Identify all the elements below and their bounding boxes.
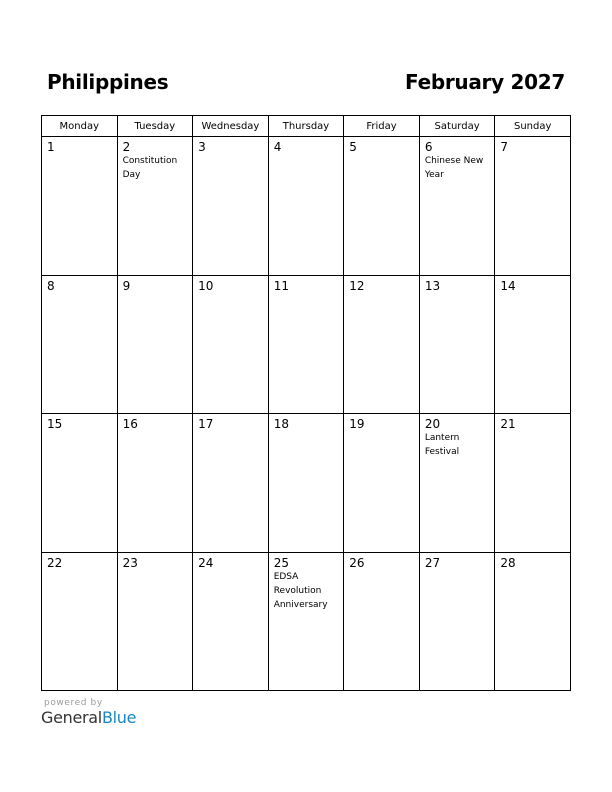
day-number: 22 xyxy=(47,555,63,570)
day-cell xyxy=(42,137,118,276)
calendar-body xyxy=(42,137,571,691)
day-cell xyxy=(419,137,495,276)
day-cell xyxy=(495,275,571,414)
day-cell xyxy=(193,414,269,553)
calendar-header xyxy=(41,70,571,98)
day-cell xyxy=(495,137,571,276)
day-cell xyxy=(495,552,571,691)
day-number: 19 xyxy=(349,417,365,431)
week-row xyxy=(42,414,571,553)
day-cell xyxy=(419,414,495,553)
weekday-saturday: Saturday xyxy=(419,116,495,137)
holiday-label: Chinese New Year xyxy=(424,156,484,180)
weekday-header-row xyxy=(42,116,571,137)
day-cell xyxy=(344,414,420,553)
day-cell xyxy=(344,275,420,414)
day-number: 1 xyxy=(47,140,55,154)
day-cell xyxy=(344,552,420,691)
brand-blue: Blue xyxy=(101,708,137,727)
weekday-monday: Monday xyxy=(42,116,118,137)
day-cell xyxy=(42,552,118,691)
footer xyxy=(41,698,136,727)
generalblue-logo[interactable] xyxy=(41,708,136,727)
day-cell xyxy=(117,552,193,691)
day-number: 8 xyxy=(47,278,55,293)
country-title: Philippines xyxy=(47,70,169,94)
weekday-thursday: Thursday xyxy=(268,116,344,137)
powered-by-text: powered by xyxy=(44,698,103,708)
day-number: 14 xyxy=(500,278,516,293)
day-cell xyxy=(268,275,344,414)
day-number: 15 xyxy=(47,417,63,431)
day-number: 9 xyxy=(122,278,131,293)
day-cell xyxy=(42,275,118,414)
day-number: 4 xyxy=(273,140,282,154)
day-number: 7 xyxy=(500,140,509,154)
brand-general: General xyxy=(41,708,102,727)
day-cell xyxy=(495,414,571,553)
day-number: 24 xyxy=(198,555,214,570)
week-row xyxy=(42,275,571,414)
week-row xyxy=(42,137,571,276)
day-number: 11 xyxy=(273,278,289,293)
day-number: 20 xyxy=(424,417,441,431)
day-cell xyxy=(193,137,269,276)
day-cell xyxy=(419,275,495,414)
day-cell xyxy=(268,137,344,276)
day-cell xyxy=(193,552,269,691)
day-number: 2 xyxy=(122,140,131,154)
day-cell xyxy=(117,275,193,414)
day-cell xyxy=(419,552,495,691)
day-number: 23 xyxy=(122,555,138,570)
day-cell xyxy=(268,552,344,691)
day-number: 13 xyxy=(424,278,441,293)
day-number: 6 xyxy=(424,140,433,154)
day-number: 10 xyxy=(198,278,214,293)
day-number: 25 xyxy=(273,555,289,570)
day-number: 12 xyxy=(349,278,365,293)
day-number: 26 xyxy=(349,555,365,570)
day-cell xyxy=(42,414,118,553)
weekday-tuesday: Tuesday xyxy=(117,116,193,137)
day-number: 18 xyxy=(273,417,289,431)
day-cell xyxy=(268,414,344,553)
week-row xyxy=(42,552,571,691)
weekday-sunday: Sunday xyxy=(495,116,571,137)
day-cell xyxy=(344,137,420,276)
weekday-friday: Friday xyxy=(344,116,420,137)
day-number: 17 xyxy=(198,417,214,431)
holiday-label: Lantern Festival xyxy=(424,433,460,457)
day-number: 28 xyxy=(500,555,516,570)
day-cell xyxy=(117,414,193,553)
holiday-label: Constitution Day xyxy=(122,156,178,180)
day-cell xyxy=(117,137,193,276)
calendar-grid xyxy=(41,115,571,691)
day-number: 5 xyxy=(349,140,357,154)
day-cell xyxy=(193,275,269,414)
weekday-wednesday: Wednesday xyxy=(193,116,269,137)
day-number: 16 xyxy=(122,417,138,431)
day-number: 21 xyxy=(500,417,516,431)
month-title: February 2027 xyxy=(405,70,565,94)
holiday-label: EDSA Revolution Anniversary xyxy=(273,571,328,610)
day-number: 27 xyxy=(424,555,441,570)
day-number: 3 xyxy=(198,140,206,154)
